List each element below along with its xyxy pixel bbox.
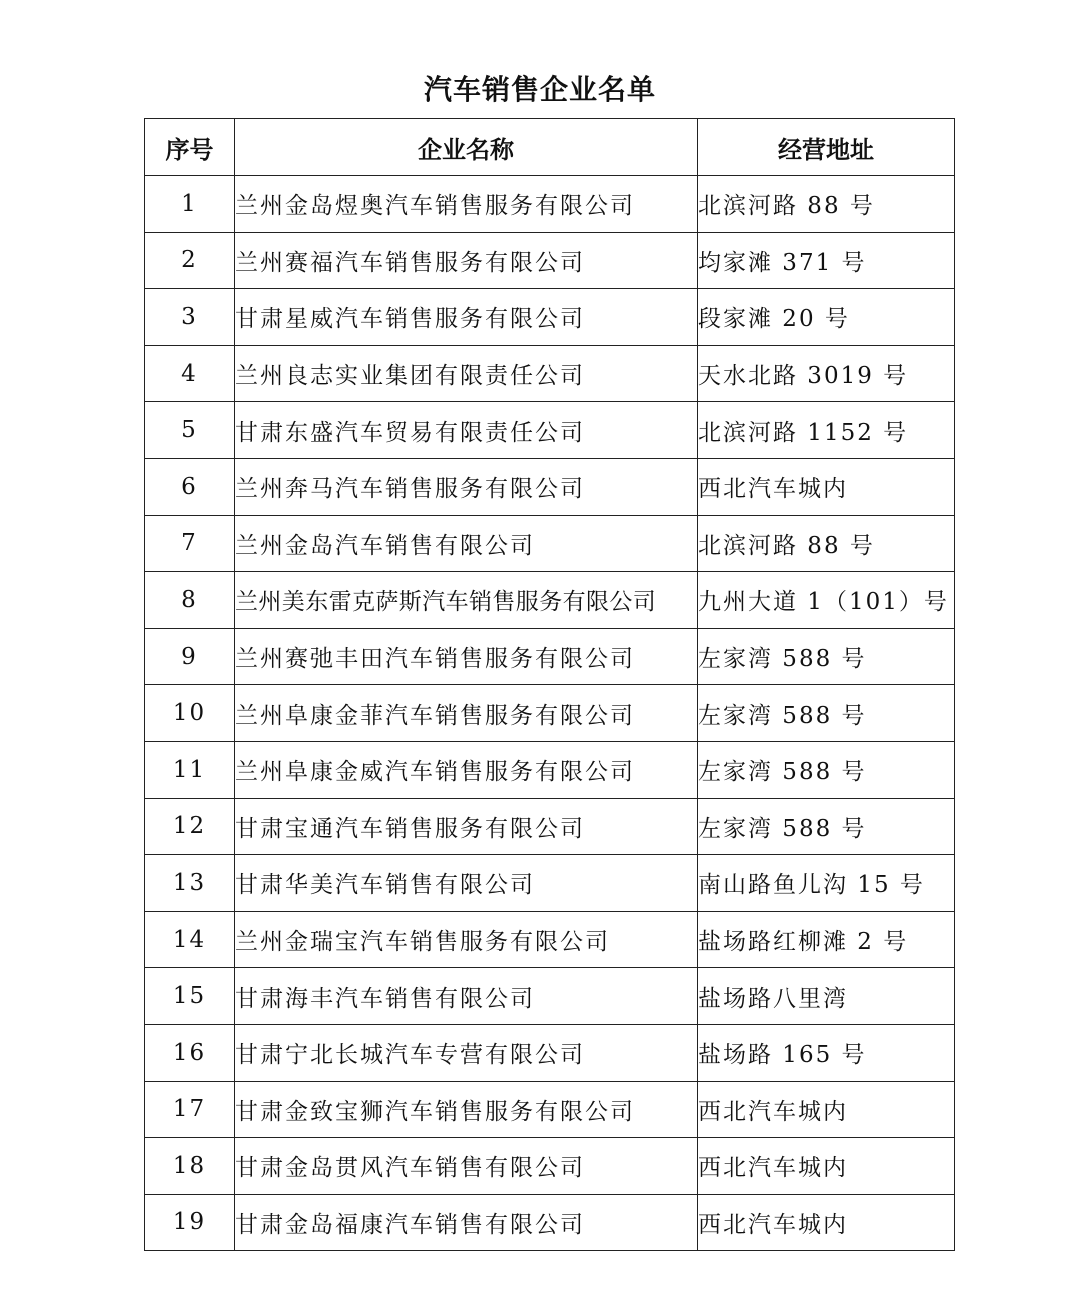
row-address: 九州大道 1（101）号 <box>698 572 955 629</box>
page-title: 汽车销售企业名单 <box>423 73 656 106</box>
table-row <box>145 402 955 459</box>
row-index: 15 <box>145 968 235 1025</box>
row-company-name: 甘肃华美汽车销售有限公司 <box>235 855 698 912</box>
row-company-name: 兰州金岛煜奥汽车销售服务有限公司 <box>235 176 698 233</box>
row-address: 西北汽车城内 <box>698 1081 955 1138</box>
table-row <box>145 345 955 402</box>
table-row <box>145 741 955 798</box>
row-address: 北滨河路 88 号 <box>698 176 955 233</box>
table-header-row <box>145 119 955 176</box>
row-address: 北滨河路 88 号 <box>698 515 955 572</box>
row-company-name: 兰州阜康金菲汽车销售服务有限公司 <box>235 685 698 742</box>
table-row <box>145 855 955 912</box>
row-address: 均家滩 371 号 <box>698 232 955 289</box>
table-row <box>145 968 955 1025</box>
table-row <box>145 572 955 629</box>
row-index: 11 <box>145 741 235 798</box>
row-company-name: 兰州金瑞宝汽车销售服务有限公司 <box>235 911 698 968</box>
row-index: 1 <box>145 176 235 233</box>
row-index: 9 <box>145 628 235 685</box>
row-address: 左家湾 588 号 <box>698 685 955 742</box>
row-index: 18 <box>145 1138 235 1195</box>
row-index: 5 <box>145 402 235 459</box>
header-address: 经营地址 <box>698 119 955 176</box>
row-company-name: 兰州奔马汽车销售服务有限公司 <box>235 458 698 515</box>
row-company-name: 兰州美东雷克萨斯汽车销售服务有限公司 <box>235 572 698 629</box>
row-company-name: 甘肃金致宝狮汽车销售服务有限公司 <box>235 1081 698 1138</box>
row-index: 4 <box>145 345 235 402</box>
row-address: 左家湾 588 号 <box>698 628 955 685</box>
table-row <box>145 685 955 742</box>
row-index: 17 <box>145 1081 235 1138</box>
row-address: 西北汽车城内 <box>698 1194 955 1251</box>
row-address: 西北汽车城内 <box>698 1138 955 1195</box>
row-address: 盐场路 165 号 <box>698 1024 955 1081</box>
row-company-name: 甘肃金岛贯风汽车销售有限公司 <box>235 1138 698 1195</box>
table-row <box>145 628 955 685</box>
row-index: 19 <box>145 1194 235 1251</box>
table-row <box>145 232 955 289</box>
row-index: 16 <box>145 1024 235 1081</box>
row-address: 西北汽车城内 <box>698 458 955 515</box>
table-row <box>145 176 955 233</box>
row-index: 12 <box>145 798 235 855</box>
company-table <box>144 118 955 1251</box>
row-address: 盐场路八里湾 <box>698 968 955 1025</box>
table-row <box>145 1081 955 1138</box>
row-index: 3 <box>145 289 235 346</box>
row-address: 盐场路红柳滩 2 号 <box>698 911 955 968</box>
row-index: 6 <box>145 458 235 515</box>
row-company-name: 兰州良志实业集团有限责任公司 <box>235 345 698 402</box>
row-company-name: 甘肃金岛福康汽车销售有限公司 <box>235 1194 698 1251</box>
row-company-name: 兰州阜康金威汽车销售服务有限公司 <box>235 741 698 798</box>
row-company-name: 甘肃星威汽车销售服务有限公司 <box>235 289 698 346</box>
row-address: 段家滩 20 号 <box>698 289 955 346</box>
table-row <box>145 1194 955 1251</box>
row-address: 左家湾 588 号 <box>698 798 955 855</box>
table-row <box>145 458 955 515</box>
table-row <box>145 1138 955 1195</box>
table-row <box>145 798 955 855</box>
row-company-name: 兰州赛福汽车销售服务有限公司 <box>235 232 698 289</box>
row-address: 南山路鱼儿沟 15 号 <box>698 855 955 912</box>
row-company-name: 兰州赛弛丰田汽车销售服务有限公司 <box>235 628 698 685</box>
row-index: 13 <box>145 855 235 912</box>
row-company-name: 甘肃海丰汽车销售有限公司 <box>235 968 698 1025</box>
row-index: 14 <box>145 911 235 968</box>
row-index: 10 <box>145 685 235 742</box>
row-index: 2 <box>145 232 235 289</box>
row-index: 8 <box>145 572 235 629</box>
row-index: 7 <box>145 515 235 572</box>
row-company-name: 兰州金岛汽车销售有限公司 <box>235 515 698 572</box>
table-row <box>145 911 955 968</box>
table-row <box>145 515 955 572</box>
header-index: 序号 <box>145 119 235 176</box>
row-address: 左家湾 588 号 <box>698 741 955 798</box>
row-company-name: 甘肃宝通汽车销售服务有限公司 <box>235 798 698 855</box>
table-row <box>145 1024 955 1081</box>
table-row <box>145 289 955 346</box>
header-company-name: 企业名称 <box>235 119 698 176</box>
row-address: 北滨河路 1152 号 <box>698 402 955 459</box>
row-company-name: 甘肃东盛汽车贸易有限责任公司 <box>235 402 698 459</box>
row-company-name: 甘肃宁北长城汽车专营有限公司 <box>235 1024 698 1081</box>
row-address: 天水北路 3019 号 <box>698 345 955 402</box>
